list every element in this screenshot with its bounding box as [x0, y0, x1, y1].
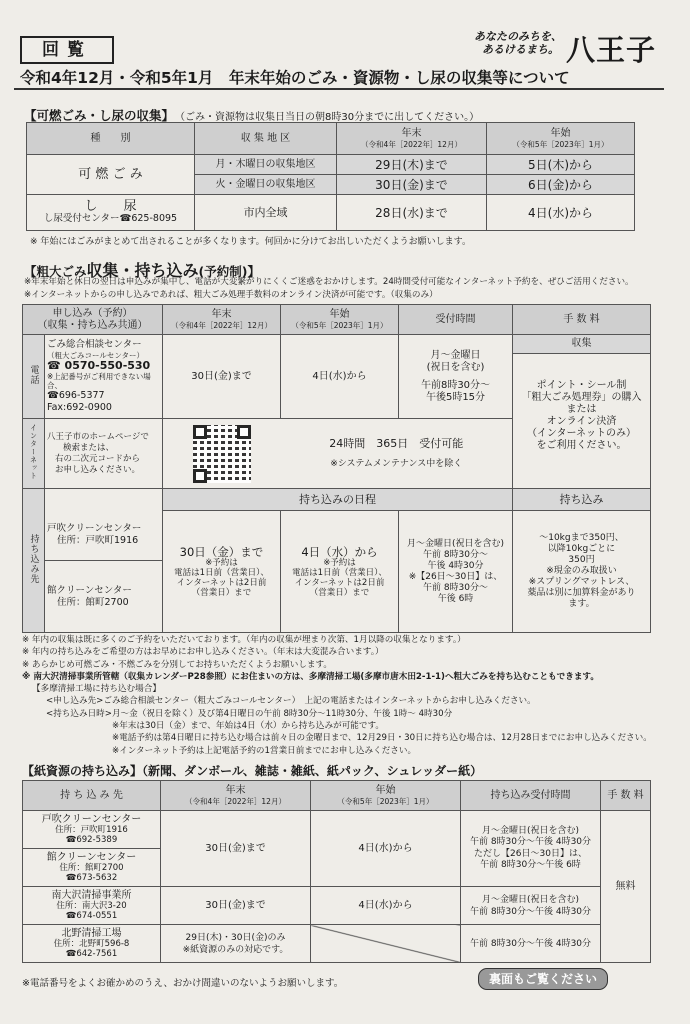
internet-label-cell: [23, 419, 45, 489]
internet-line: 八王子市のホームページで: [47, 431, 149, 442]
dest-name: 北野清掃工場: [61, 927, 122, 939]
bulky-note-2: ※インターネットからの申し込みであれば、粗大ごみ処理手数料のオンライン決済が可能です。（収集のみ）: [24, 290, 438, 300]
qr-code-icon[interactable]: [193, 425, 251, 483]
col-fee: 手 数 料: [601, 781, 651, 811]
r4-line: 29日(木)・30日(金)のみ: [185, 932, 286, 943]
phone-hours: [399, 335, 513, 419]
col-newyear: [281, 305, 399, 335]
carry-note: ※予約は: [205, 557, 238, 568]
fee-line: オンライン決済: [546, 416, 617, 427]
header-sub: （令和5年［2023年］1月）: [291, 321, 388, 330]
r3-newyear: 4日(水)から: [311, 887, 461, 925]
hours-line: 月～金曜日(祝日を含む): [481, 894, 580, 905]
phone-icon: ☎: [47, 359, 61, 372]
hours-line: 午前8時30分～: [420, 379, 491, 391]
dest-name: 戸吹クリーンセンター: [41, 813, 142, 825]
internet-line: 検索または、: [63, 442, 115, 453]
dest-addr: 住所：南大沢3-20: [56, 900, 127, 911]
col-hours: 受付時間: [399, 305, 513, 335]
col-type: 種 別: [27, 123, 195, 155]
bulky-note: ※ 南大沢清掃事業所管轄（収集カレンダーP28参照）にお住まいの方は、多摩清掃工場(多摩市唐木田2-1-1)へ粗大ごみを持ち込むこともできます。: [22, 671, 599, 682]
heading-text: 】: [247, 264, 260, 279]
col-newyear: [487, 123, 635, 155]
area-all: 市内全域: [195, 195, 337, 231]
hours-line: 月～金曜日(祝日を含む): [406, 538, 505, 549]
type-burnable: 可 燃 ご み: [27, 155, 195, 195]
carry-note: 電話は1日前（営業日）、: [174, 567, 269, 578]
fee-line: ※スプリングマットレス、: [528, 577, 635, 587]
carry-date: 30日（金）まで: [179, 544, 264, 559]
r4-newyear-na: [311, 925, 461, 963]
col-yearend: [161, 781, 311, 811]
heading-note: （ごみ・資源物は収集日当日の朝8時30分までに出してください。）: [180, 112, 480, 123]
burnable-table: [26, 122, 635, 231]
r3-hours: [461, 887, 601, 925]
fee-line: 以降10kgごとに: [547, 544, 616, 554]
internet-line: お申し込みください。: [55, 464, 141, 475]
header-sub: （令和4年［2022年］12月）: [185, 797, 286, 806]
col-yearend: [163, 305, 281, 335]
heading-text: 収集・持ち込み: [86, 261, 199, 280]
heading-text: (予約制): [198, 264, 248, 279]
center1-info: [45, 511, 163, 561]
phone-info: [45, 335, 163, 419]
carry-newyear: [281, 511, 399, 633]
center-addr: 住所：戸吹町1916: [57, 535, 139, 547]
see-back-badge: 裏面もご覧ください: [478, 968, 608, 990]
col-dest: 持 ち 込 み 先: [23, 781, 161, 811]
hours-line: 月～金曜日: [430, 349, 481, 361]
r12-newyear: 4日(水)から: [311, 811, 461, 887]
header-text: 年始: [329, 309, 350, 320]
bulky-note: <申し込み先>ごみ総合相談センター（粗大ごみコールセンター） 上記の電話またはインターネットからお申し込みください。: [46, 696, 536, 707]
bulky-note: ※電話予約は第4日曜日に持ち込む場合は前々日の金曜日まで、12月29日・30日に持ち込む場合は、12月28日までにお申し込みください。: [112, 733, 652, 744]
dest-name: 南大沢清掃事業所: [51, 889, 132, 901]
dest-minamiosawa: [23, 887, 161, 925]
hours-line: 午後5時15分: [425, 391, 486, 403]
section-heading-paper: 【紙資源の持ち込み】（新聞、ダンボール、雑誌・雑紙、紙パック、シュレッダー紙）: [22, 764, 483, 778]
hours-line: 午前 8時30分～午後 4時30分: [469, 837, 592, 847]
title-underline: [14, 88, 664, 90]
carry-date: 4日（水）から: [301, 544, 378, 559]
heading-text: 【粗大ごみ: [24, 264, 87, 279]
center-addr: 住所：館町2700: [57, 596, 129, 608]
phone-number-row: [47, 360, 160, 372]
fee-line: をご利用ください。: [536, 440, 627, 451]
fee-line: ※現金のみ取扱い: [546, 566, 617, 576]
paper-table: [22, 780, 651, 963]
bulky-table: [22, 304, 651, 633]
hours-line: (祝日を含む): [426, 361, 485, 373]
carry-note: （営業日）まで: [191, 587, 252, 598]
hours-line: 午前 8時30分～: [422, 549, 489, 560]
start-mon-thu: 5日(木)から: [487, 155, 635, 175]
hours-line: 月～金曜日(祝日を含む): [481, 825, 580, 836]
carry-fee: [513, 511, 651, 633]
header-sub: （収集・持ち込み共通）: [37, 319, 148, 331]
carry-fee-header: 持ち込み: [513, 489, 651, 511]
dest-addr: 住所：館町2700: [59, 862, 124, 873]
phone-number: 0570-550-530: [64, 359, 151, 372]
fee-line: ～10kgまで350円、: [539, 533, 624, 543]
hours-line: ※【26日～30日】は、: [408, 571, 503, 582]
r4-hours: 午前 8時30分～午後 4時30分: [461, 925, 601, 963]
dest-addr: 住所：戸吹町1916: [55, 824, 128, 835]
header-text: 年始: [375, 785, 396, 796]
internet-line: 右の二次元コードから: [55, 453, 141, 464]
city-logo: 八王子: [566, 33, 657, 67]
slogan-line: あなたのみちを、: [474, 30, 562, 43]
type-sub: し尿受付センター☎625-8095: [43, 212, 178, 224]
phone-center: ごみ総合相談センター: [47, 339, 142, 350]
center2-info: [45, 561, 163, 633]
bulky-notes: [22, 634, 652, 757]
internet-hours: [281, 419, 513, 489]
hours-line: 午後 4時30分: [427, 560, 484, 571]
header-sub: （令和4年［2022年］12月）: [171, 321, 272, 330]
header-text: 年末: [401, 128, 422, 139]
bulky-note: ※ 年内の収集は既に多くのご予約をいただいております。（年内の収集が埋まり次第、1月以降の収集となります。）: [22, 635, 466, 645]
carry-label-cell: [23, 489, 45, 633]
fee-line: 「粗大ごみ処理券」の購入: [521, 392, 642, 403]
dest-tel: ☎674-0551: [65, 910, 118, 921]
area-mon-thu: 月・木曜日の収集地区: [195, 155, 337, 175]
qr-code-cell[interactable]: [163, 419, 281, 489]
dest-tate: [23, 849, 161, 887]
internet-note: ※システムメンテナンス中を除く: [330, 458, 463, 469]
internet-info: [45, 419, 163, 489]
type-nightsoil: [27, 195, 195, 231]
r4-line: ※紙資源のみの対応です。: [182, 944, 289, 955]
footer-note: ※電話番号をよくお確かめのうえ、おかけ間違いのないようお願いします。: [22, 978, 344, 989]
hours-line: ただし【26日～30日】は、: [474, 848, 587, 859]
r12-yearend: 30日(金)まで: [161, 811, 311, 887]
bulky-note-1: ※年末年始と休日の翌日は申込みが集中し、電話が大変繁がりにくくご迷惑をおかけします。24時間受付可能なインターネット予約を、ぜひご活用ください。: [24, 277, 634, 287]
fee-line: ます。: [568, 599, 595, 609]
dest-tel: ☎642-7561: [65, 948, 118, 959]
bulky-note: ※インターネット予約は上記電話予約の1営業日前までにお申し込みください。: [112, 745, 417, 756]
phone-yearend: 30日(金)まで: [163, 335, 281, 419]
col-apply: [23, 305, 163, 335]
col-yearend: [337, 123, 487, 155]
internet-label: インターネット: [29, 423, 38, 480]
hours-line: 午前 8時30分～: [422, 582, 489, 593]
col-newyear: [311, 781, 461, 811]
col-area: 収 集 地 区: [195, 123, 337, 155]
center-name: 戸吹クリーンセンター: [47, 523, 142, 535]
kairan-label: 回覧: [20, 36, 114, 64]
phone-label-cell: [23, 335, 45, 419]
start-nightsoil: 4日(水)から: [487, 195, 635, 231]
fee-line: 薬品は別に加算料金があり: [527, 588, 636, 598]
dest-addr: 住所：北野町596-8: [53, 938, 130, 949]
fee-collect-cell: [513, 335, 651, 489]
phone-newyear: 4日(水)から: [281, 335, 399, 419]
dest-fubuki: [23, 811, 161, 849]
internet-hours-text: 24時間 365日 受付可能: [329, 436, 464, 450]
dest-tel: ☎692-5389: [65, 834, 118, 845]
hours-line: 午前 8時30分～午後 4時30分: [469, 906, 592, 917]
fee-collect-label: 収集: [513, 335, 650, 354]
city-slogan: [474, 30, 562, 56]
start-tue-fri: 6日(金)から: [487, 175, 635, 195]
carry-label: 持ち込み先: [28, 533, 39, 584]
r4-yearend: [161, 925, 311, 963]
burnable-footnote: ※ 年始にはごみがまとめて出されることが多くなります。何回かに分けてお出しいただくようお願いします。: [30, 237, 471, 247]
end-tue-fri: 30日(金)まで: [337, 175, 487, 195]
phone-note: ※上記番号がご利用できない場合、: [47, 372, 151, 390]
fee-line: 350円: [568, 555, 595, 565]
carry-note: ※予約は: [323, 557, 356, 568]
carry-hours: [399, 511, 513, 633]
carry-note: インターネットは2日前: [176, 577, 267, 588]
col-hours: 持ち込み受付時間: [461, 781, 601, 811]
phone-label: 電話: [28, 364, 39, 385]
phone-alt: ☎696-5377: [47, 390, 105, 401]
hours-line: 午前 8時30分～午後 6時: [480, 860, 581, 870]
carry-yearend: [163, 511, 281, 633]
bulky-note: ※ 年内の持ち込みをご希望の方はお早めにお申し込みください。（年末は大変混み合います。）: [22, 647, 384, 658]
carry-note: 電話は1日前（営業日）、: [292, 567, 387, 578]
paper-fee: 無料: [601, 811, 651, 963]
carry-note: インターネットは2日前: [294, 577, 385, 588]
fee-line: または: [566, 404, 597, 415]
phone-center-sub: （粗大ごみコールセンター）: [47, 351, 145, 360]
r3-yearend: 30日(金)まで: [161, 887, 311, 925]
dest-kitano: [23, 925, 161, 963]
header-text: 年末: [225, 785, 246, 796]
fax-number: Fax:692-0900: [47, 402, 112, 413]
r12-hours: [461, 811, 601, 887]
header-sub: （令和5年［2023年］1月）: [512, 140, 609, 149]
end-nightsoil: 28日(水)まで: [337, 195, 487, 231]
center-name: 館クリーンセンター: [47, 584, 132, 596]
fee-line: ポイント・シール制: [536, 380, 627, 391]
bulky-note: 【多摩清掃工場に持ち込む場合】: [32, 684, 161, 695]
area-tue-fri: 火・金曜日の収集地区: [195, 175, 337, 195]
bulky-note: ※年末は30日（金）まで、年始は4日（水）から持ち込みが可能です。: [112, 721, 384, 732]
bulky-note: ※ あらかじめ可燃ごみ・不燃ごみを分別してお持ちいただくようお願いします。: [22, 659, 333, 670]
header-text: 年始: [550, 128, 571, 139]
fee-line: （インターネットのみ）: [526, 428, 637, 439]
dest-tel: ☎673-5632: [65, 872, 118, 883]
carry-note: （営業日）まで: [309, 587, 370, 598]
type-text: し 尿: [84, 198, 137, 214]
end-mon-thu: 29日(木)まで: [337, 155, 487, 175]
col-fee: 手 数 料: [513, 305, 651, 335]
hours-line: 午後 6時: [437, 593, 474, 604]
header-text: 年末: [211, 309, 232, 320]
header-sub: （令和4年［2022年］12月）: [361, 140, 462, 149]
header-sub: （令和5年［2023年］1月）: [337, 797, 434, 806]
slogan-line: あるけるまち。: [482, 43, 559, 56]
dest-name: 館クリーンセンター: [46, 851, 137, 863]
header-text: 申し込み（予約）: [52, 307, 133, 319]
heading-text: 【可燃ごみ・し尿の収集】: [24, 108, 175, 123]
carry-schedule-header: 持ち込みの日程: [163, 489, 513, 511]
bulky-note: <持ち込み日時>月～金（祝日を除く）及び第4日曜日の午前 8時30分～11時30分、午後 1時～ 4時30分: [46, 708, 453, 719]
page-title: 令和4年12月・令和5年1月 年末年始のごみ・資源物・し尿の収集等について: [20, 69, 570, 87]
